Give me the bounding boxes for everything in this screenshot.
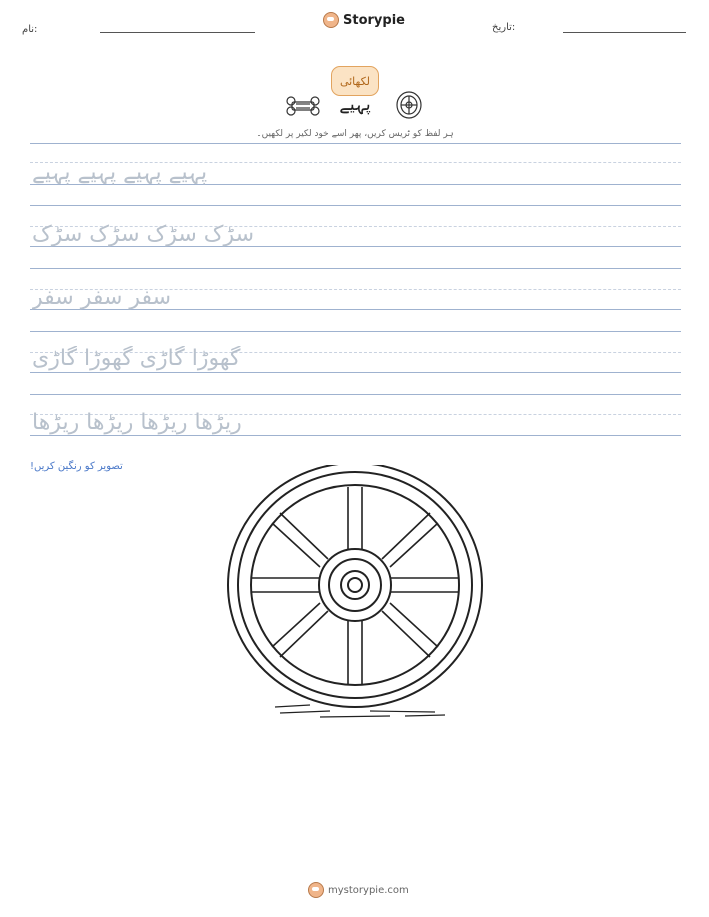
title-word: پہیے (339, 94, 371, 115)
row2-top-line (30, 205, 681, 206)
brand-logo (323, 12, 405, 28)
trace-row-3[interactable]: سفر سفر سفر (32, 285, 172, 310)
row3-top-line (30, 268, 681, 269)
date-label: تاریخ: (492, 22, 516, 33)
row1-top-line (30, 143, 681, 144)
brand-name: Storypie (343, 12, 405, 28)
trace-row-2[interactable]: سڑک سڑک سڑک سڑک (32, 222, 255, 247)
row4-top-line (30, 331, 681, 332)
trace-row-1[interactable]: پہیے پہیے پہیے پہیے (32, 160, 208, 185)
row5-top-line (30, 394, 681, 395)
name-label: نام: (22, 24, 38, 35)
color-instruction: تصویر کو رنگین کریں! (30, 461, 123, 472)
instruction-text: ہر لفظ کو ٹریس کریں، پھر اسے خود لکیر پر لکھیں۔ (256, 129, 454, 139)
date-line[interactable] (563, 32, 686, 33)
trace-row-5[interactable]: ریڑھا ریڑھا ریڑھا ریڑھا (32, 410, 242, 435)
footer-url[interactable]: mystorypie.com (328, 884, 409, 896)
wheel-coloring-image[interactable] (220, 465, 490, 725)
trace-row-4[interactable]: گھوڑا گاڑی گھوڑا گاڑی (32, 346, 241, 371)
footer-logo-icon (308, 882, 324, 898)
writing-badge: لکھائی (331, 66, 379, 96)
row4-base-line (30, 372, 681, 373)
row5-base-line (30, 435, 681, 436)
storypie-logo-icon (323, 12, 339, 28)
wheel-small-icon (395, 91, 423, 119)
footer (308, 882, 409, 898)
name-line[interactable] (100, 32, 255, 33)
